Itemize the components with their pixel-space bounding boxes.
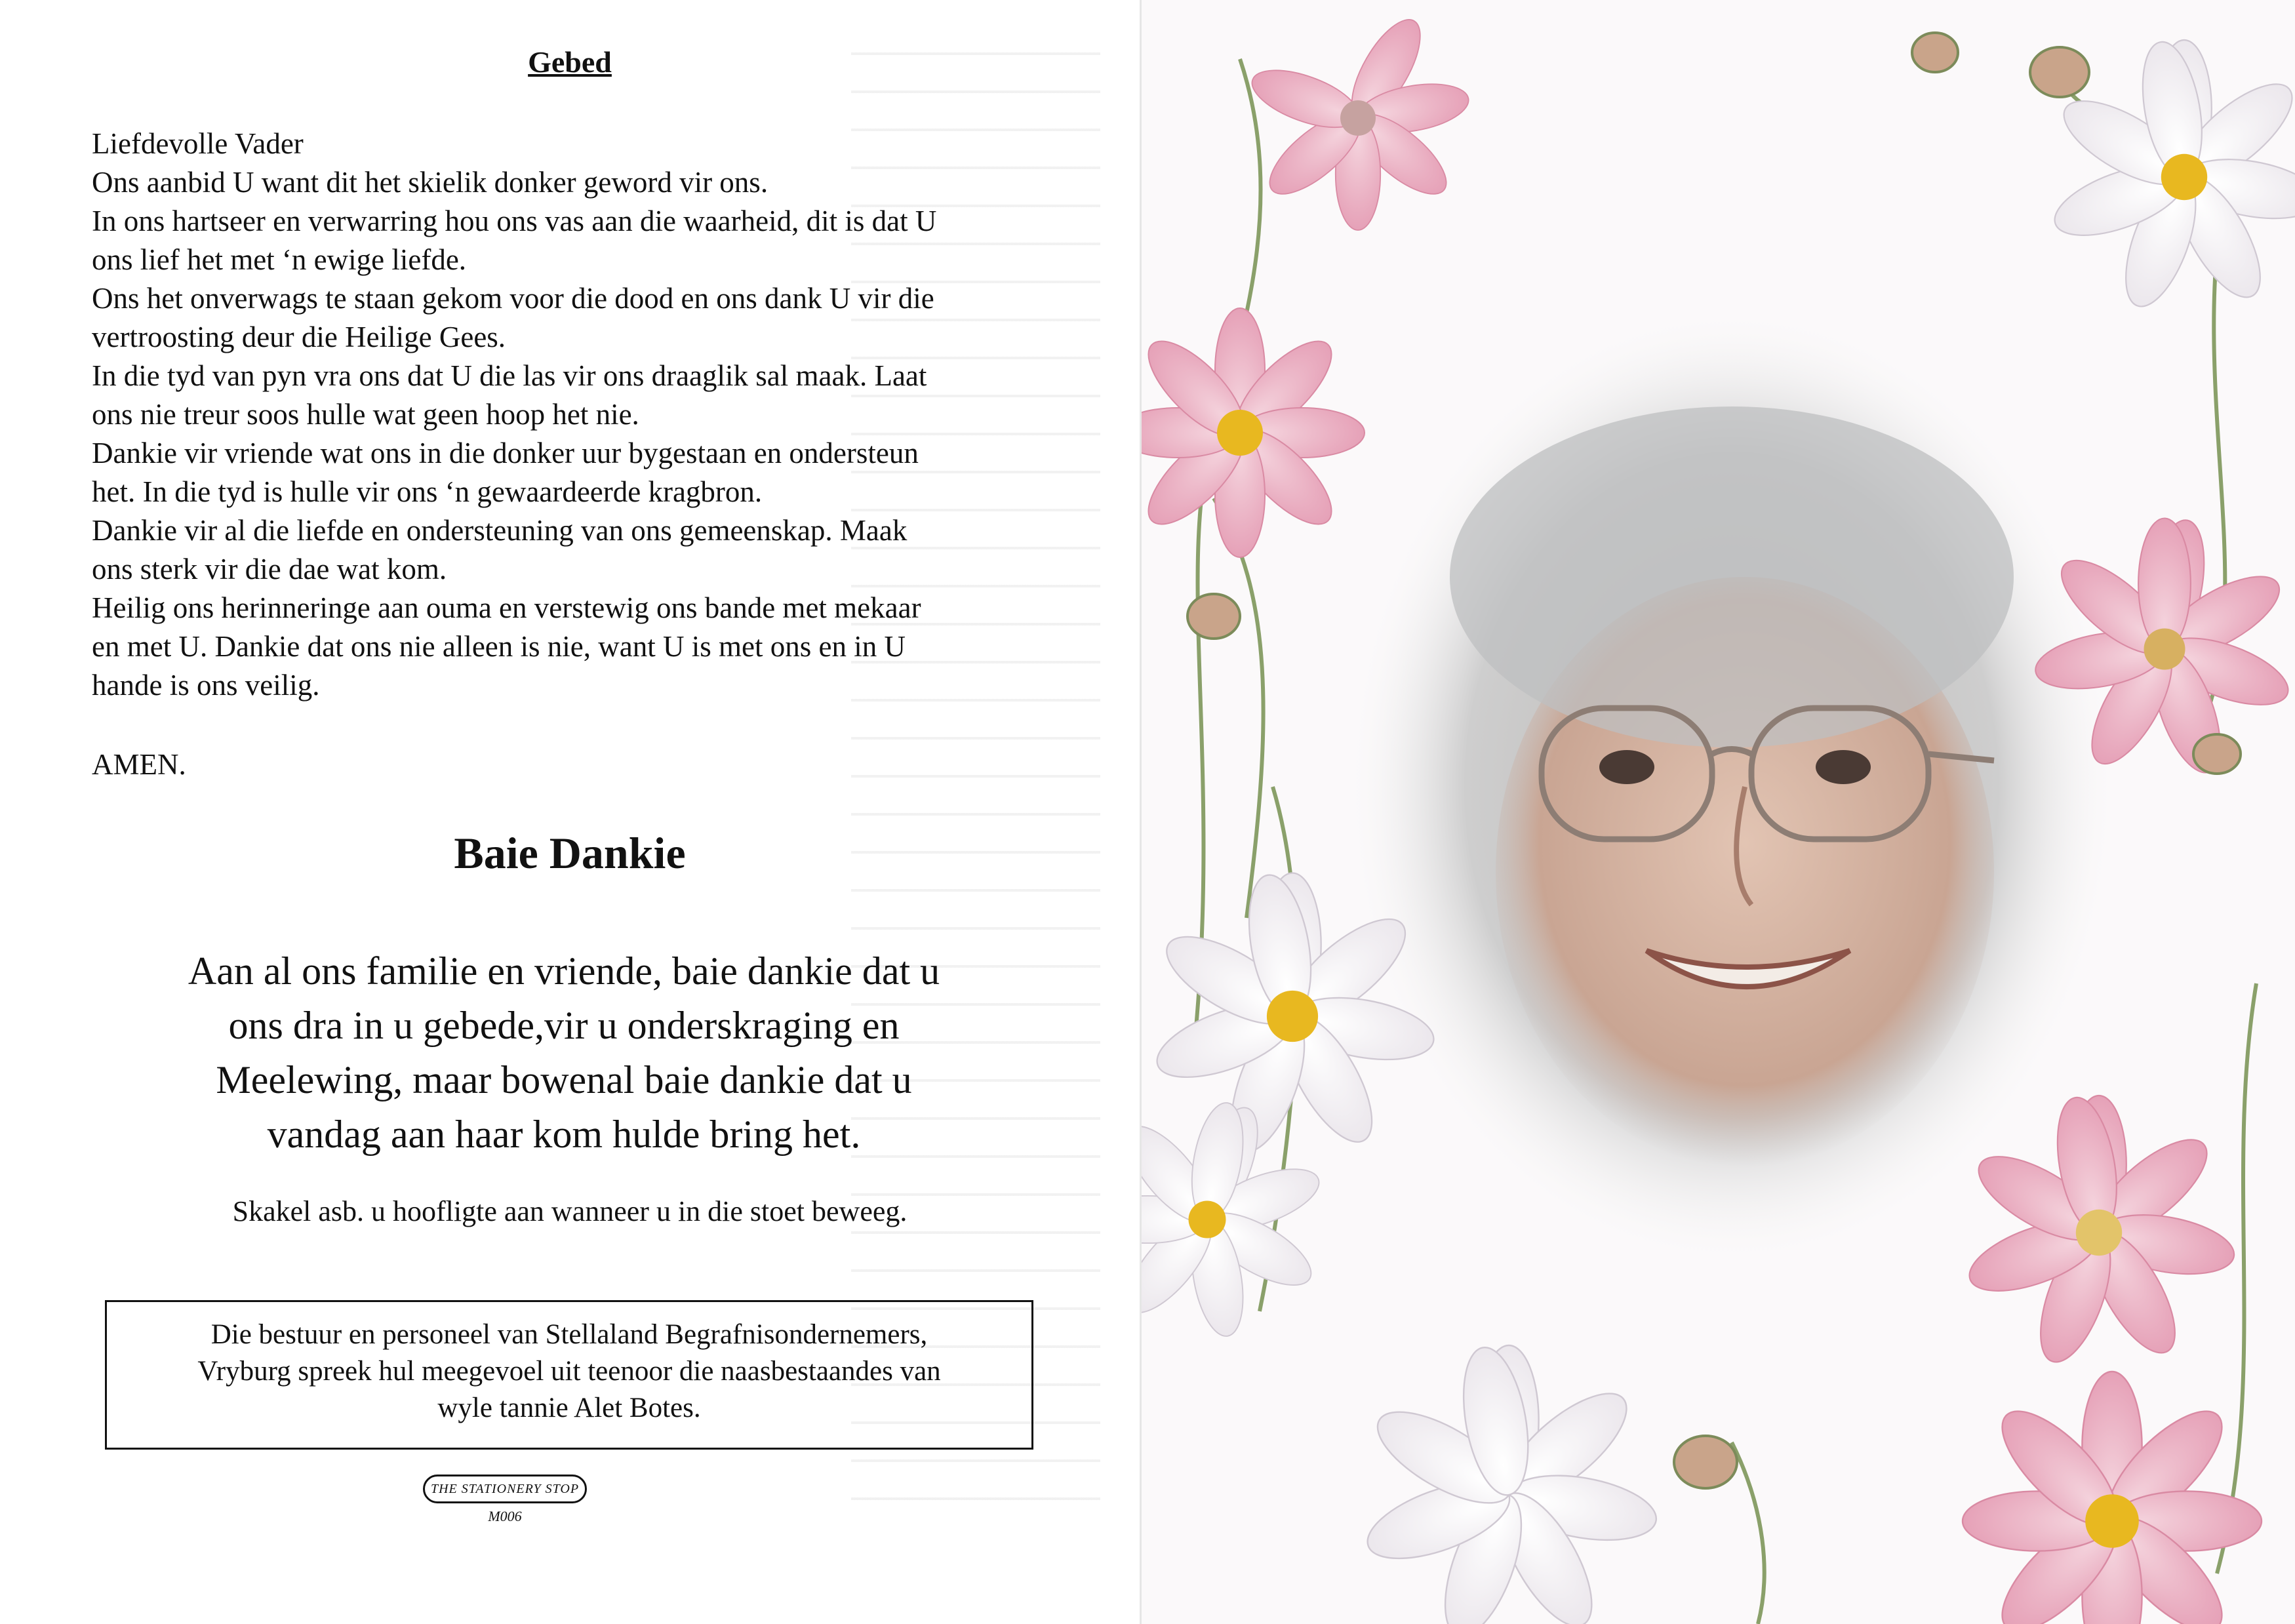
notice-line: Vryburg spreek hul meegevoel uit teenoor die naasbestaandes van <box>197 1356 941 1387</box>
prayer-line: Ons aanbid U want dit het skielik donker geword vir ons. <box>92 166 768 199</box>
prayer-line: Ons het onverwags te staan gekom voor die dood en ons dank U vir die <box>92 282 934 315</box>
thanks-message <box>118 944 1010 1162</box>
prayer-line: vertroosting deur die Heilige Gees. <box>92 321 506 353</box>
prayer-line: Heilig ons herinneringe aan ouma en verstewig ons bande met mekaar <box>92 591 921 624</box>
prayer-line: en met U. Dankie dat ons nie alleen is nie, want U is met ons en in U <box>92 630 906 663</box>
notice-line: Die bestuur en personeel van Stellaland Begrafnisondernemers, <box>210 1319 928 1350</box>
white-cosmos-flower <box>1358 1343 1661 1624</box>
pink-cosmos-flower <box>1142 308 1365 557</box>
funeral-notice-box <box>105 1300 1033 1450</box>
prayer-line: ons lief het met ‘n ewige liefde. <box>92 243 467 276</box>
portrait-page <box>1142 0 2295 1624</box>
white-cosmos-flower <box>1142 1099 1327 1340</box>
prayer-line: hande is ons veilig. <box>92 669 320 702</box>
pink-cosmos-flower <box>1245 10 1473 230</box>
prayer-title: Gebed <box>528 45 612 79</box>
prayer-line: ons sterk vir die dae wat kom. <box>92 553 447 585</box>
pink-cosmos-flower <box>1963 1372 2262 1624</box>
prayer-line: In die tyd van pyn vra ons dat U die las vir ons draaglik sal maak. Laat <box>92 359 927 392</box>
prayer-line: ons nie treur soos hulle wat geen hoop het nie. <box>92 398 639 431</box>
floral-portrait-illustration <box>1142 0 2295 1624</box>
printer-code: M006 <box>488 1508 522 1524</box>
headlights-note: Skakel asb. u hoofligte aan wanneer u in die stoet beweeg. <box>232 1195 908 1227</box>
thanks-line: vandag aan haar kom hulde bring het. <box>267 1113 861 1156</box>
printer-logo: THE STATIONERY STOP <box>423 1475 587 1503</box>
portrait <box>1351 315 2112 1259</box>
prayer-line: In ons hartseer en verwarring hou ons vas aan die waarheid, dit is dat U <box>92 205 937 237</box>
prayer-text <box>92 125 1043 705</box>
amen-text: AMEN. <box>92 748 186 781</box>
prayer-line: Liefdevolle Vader <box>92 127 304 160</box>
thanks-heading: Baie Dankie <box>454 828 686 878</box>
thanks-line: Aan al ons familie en vriende, baie dankie dat u <box>188 949 940 993</box>
prayer-line: Dankie vir al die liefde en ondersteuning van ons gemeenskap. Maak <box>92 514 908 547</box>
prayer-line: het. In die tyd is hulle vir ons ‘n gewaardeerde kragbron. <box>92 475 763 508</box>
notice-line: wyle tannie Alet Botes. <box>437 1393 701 1423</box>
prayer-page <box>0 0 1140 1624</box>
thanks-line: ons dra in u gebede,vir u onderskraging en <box>228 1004 900 1047</box>
prayer-line: Dankie vir vriende wat ons in die donker uur bygestaan en ondersteun <box>92 437 919 469</box>
pink-cosmos-flower <box>1961 1093 2239 1371</box>
thanks-line: Meelewing, maar bowenal baie dankie dat u <box>216 1058 912 1101</box>
